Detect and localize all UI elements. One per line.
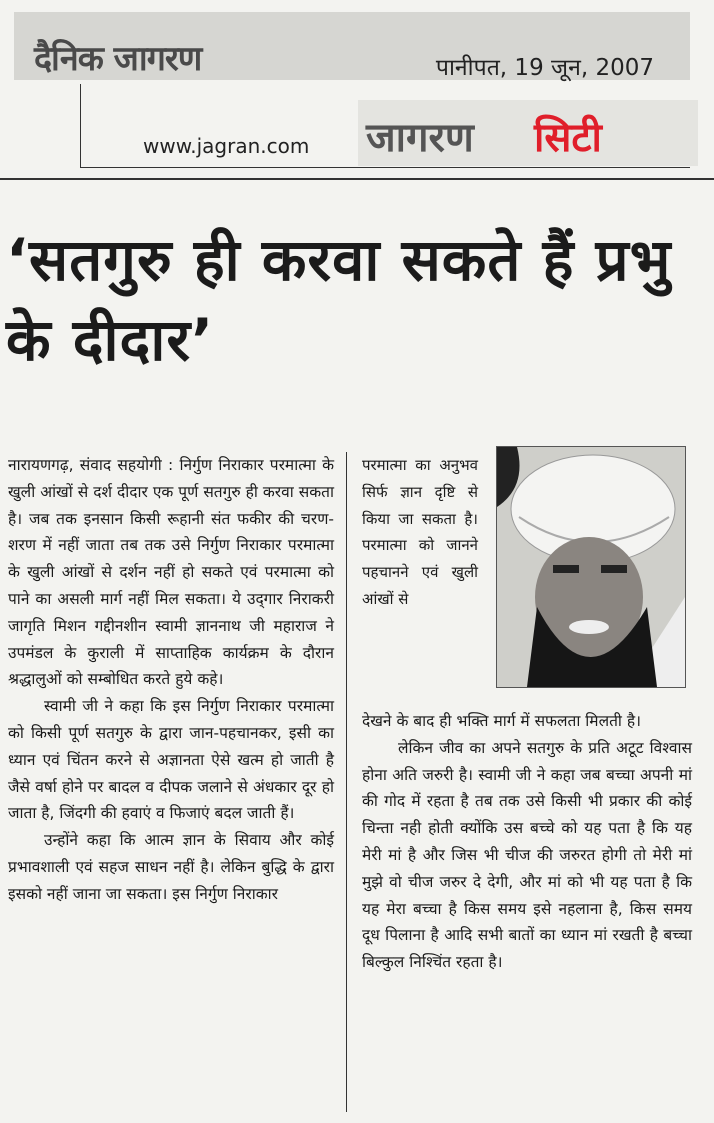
newspaper-brand: दैनिक जागरण [34, 39, 202, 79]
paragraph: देखने के बाद ही भक्ति मार्ग में सफलता मिलती है। [362, 712, 641, 730]
paragraph: लेकिन जीव का अपने सतगुरु के प्रति अटूट विश्वास होना अति जरुरी है। स्वामी जी ने कहा जब बच्चा अपनी मां की गोद में रहता है तब तक उसे किसी भी प्रकार की कोई चिन्ता नही होती क्योंकि उस बच्चे को यह पता है कि यह मेरी मां है और जिस भी चीज की जरुरत होगी तो मेरी मां मुझे वो चीज जरुर दे देगी, और मां को भी यह पता है कि यह मेरा बच्चा है किस समय इसे नहलाना है, किस समय दूध पिलाना है आदि सभी बातों का ध्यान मां रखती है बच्चा बिल्कुल निश्चिंत रहता है। [362, 738, 692, 972]
section-rule [0, 178, 714, 180]
portrait-photo [496, 446, 686, 688]
masthead-band [14, 12, 690, 80]
column-divider [346, 452, 347, 1112]
paragraph: नारायणगढ़, संवाद सहयोगी : निर्गुण निराकार परमात्मा के खुली आंखों से दर्श दीदार एक पूर्ण सतगुरु ही करवा सकता है। जब तक इनसान किसी रूहानी संत फकीर की चरण-शरण में नहीं जाता तब तक उसे निर्गुण निराकार परमात्मा के खुली आंखों से दर्शन नहीं हो सकते एवं परमात्मा को पाने का असली मार्ग नहीं मिल सकता। ये उद्‌गार निराकरी जागृति मिशन गद्दीनशीन स्वामी ज्ञाननाथ जी महाराज ने उपमंडल के कुराली में साप्ताहिक कार्यक्रम के दौरान श्रद्धालुओं को सम्बोधित करते हुये कहे। [8, 456, 334, 689]
website-link[interactable]: www.jagran.com [143, 134, 310, 158]
header-divider-vertical [80, 84, 81, 168]
logo-word-jagran: जागरण [366, 115, 474, 161]
article-headline: ‘सतगुरु ही करवा सकते हैं प्रभु के दीदार’ [6, 226, 672, 374]
header-divider-horizontal [80, 167, 690, 168]
paragraph: परमात्मा का अनुभव सिर्फ ज्ञान दृष्टि से किया जा सकता है। परमात्मा को जानने पहचानने एवं खुली आंखों से [362, 456, 478, 608]
logo-word-city: सिटी [534, 115, 602, 161]
paragraph: स्वामी जी ने कहा कि इस निर्गुण निराकार परमात्मा को किसी पूर्ण सतगुरु के द्वारा जान-पहचानकर, इसी का ध्यान एवं चिंतन करने से अज्ञानता ऐसे खत्म हो जाती है जैसे वर्षा होने पर बादल व दीपक जलाने से अंधकार दूर हो जाता है, जिंदगी की हवाएं व फिजाएं बदल जाती हैं। [8, 697, 334, 823]
article-column-left [8, 452, 334, 908]
paragraph: उन्होंने कहा कि आत्म ज्ञान के सिवाय और कोई प्रभावशाली एवं सहज साधन नहीं है। लेकिन बुद्धि के द्वारा इसको नहीं जाना जा सकता। इस निर्गुण निराकार [8, 831, 334, 903]
article-column-right [362, 708, 692, 976]
dateline: पानीपत, 19 जून, 2007 [435, 55, 654, 81]
portrait-illustration [497, 447, 685, 687]
article-column-narrow [362, 452, 478, 613]
jagran-city-logo [358, 100, 698, 166]
